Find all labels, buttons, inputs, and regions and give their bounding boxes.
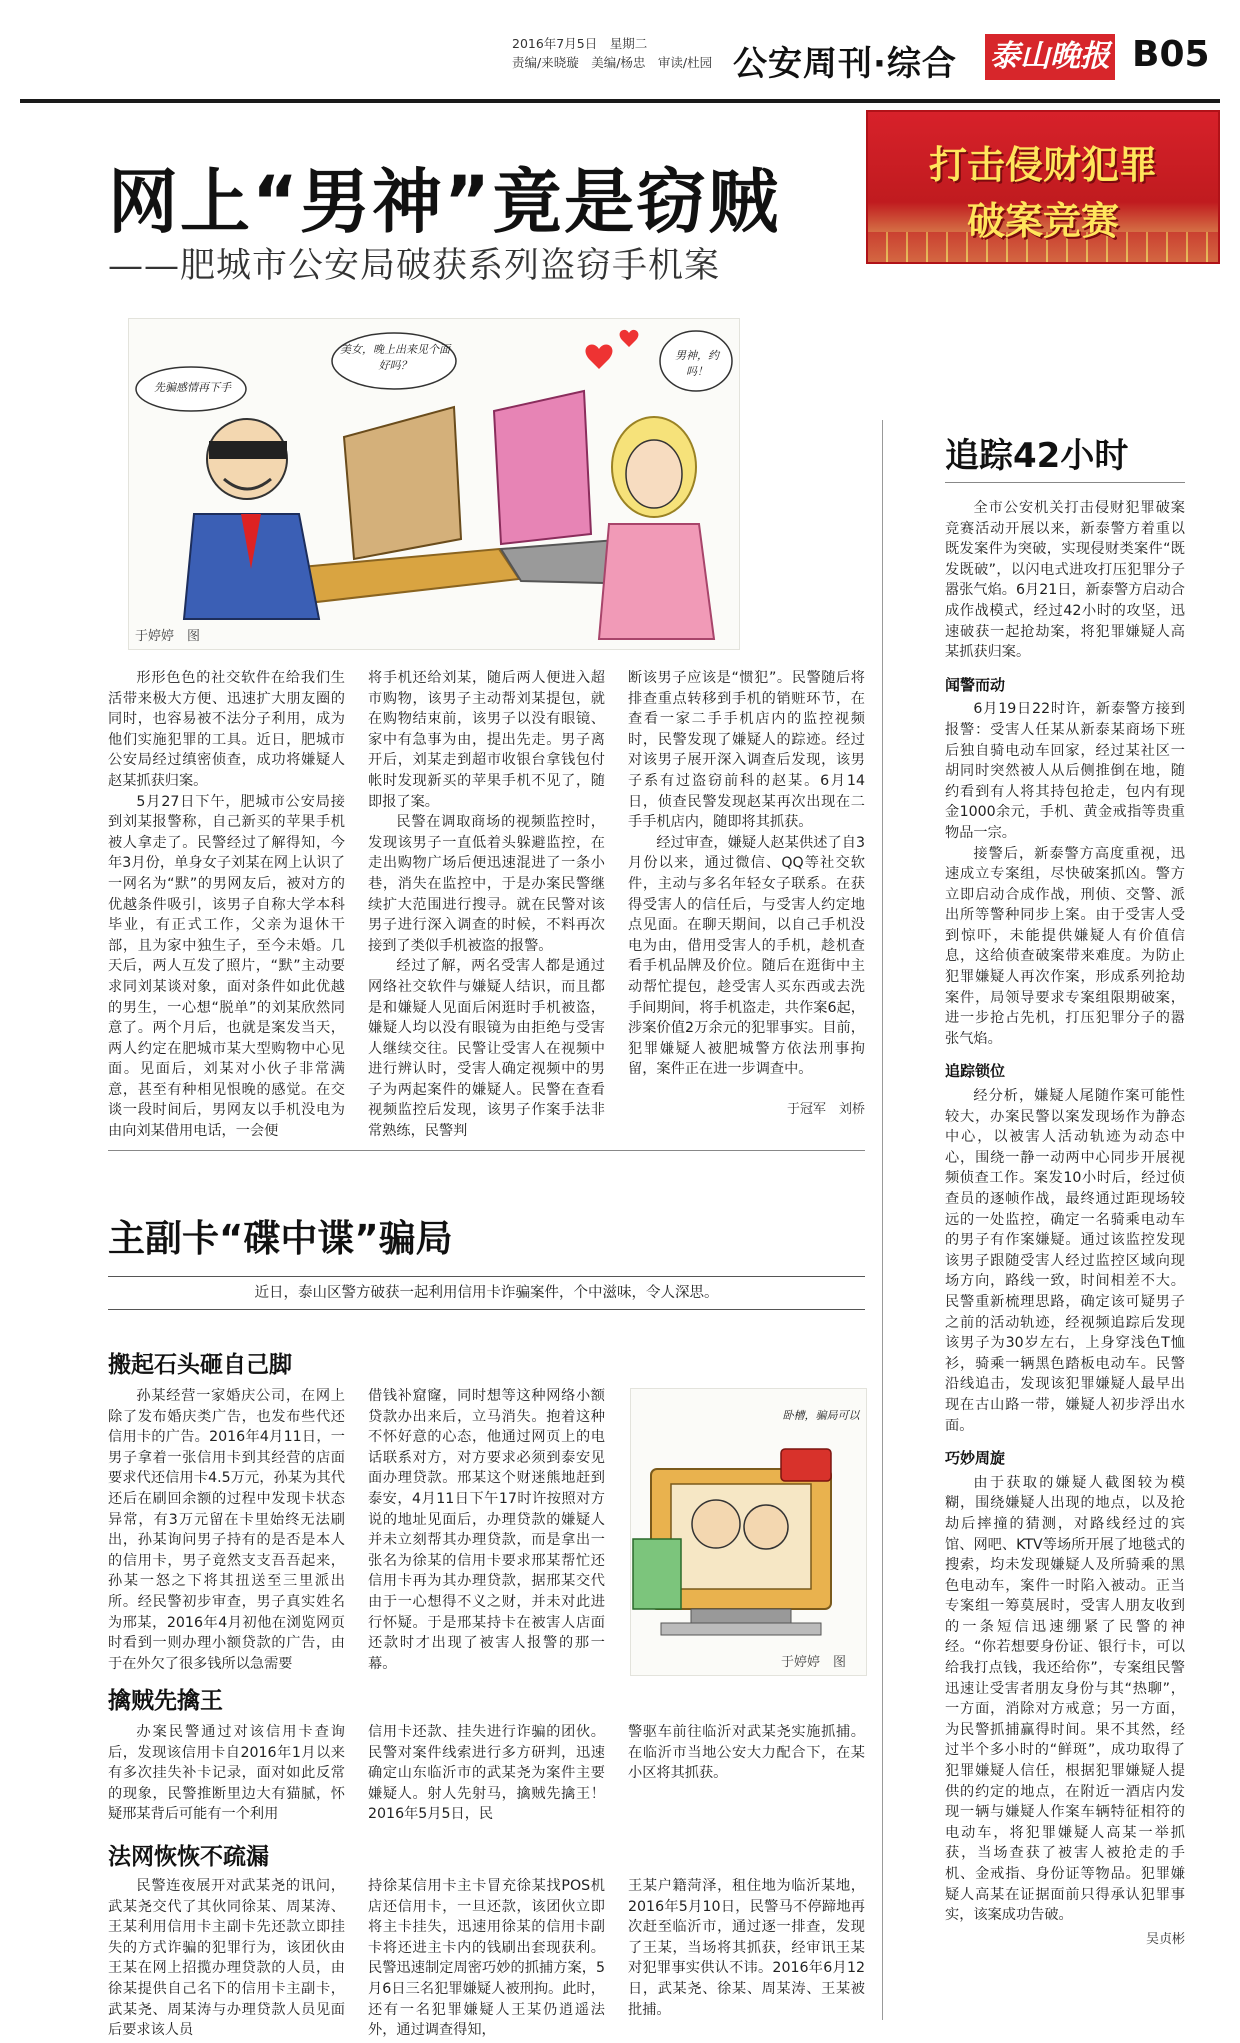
paragraph: 6月19日22时许，新泰警方接到报警：受害人任某从新泰某商场下班后独自骑电动车回家，经过某社区一胡同时突然被人从后侧推倒在地，随约看到有人将其持包抢走，包内有现金1000余元，手机、黄金戒指等贵重物品一宗。 [945, 701, 1185, 841]
issue-date: 2016年7月5日 星期二 [512, 36, 648, 51]
sidebar-subhead-2: 追踪锁位 [945, 1062, 1006, 1081]
bubble-girl: 男神，约吗！ [675, 349, 719, 378]
column-divider [882, 420, 883, 2020]
masthead-rule [20, 99, 1220, 103]
article-2-lead: 近日，泰山区警方破获一起利用信用卡诈骗案件，个中滋味，令人深思。 [108, 1276, 865, 1310]
bubble-screen: 美女，晚上出来见个面好吗？ [340, 343, 450, 372]
paragraph: 王某户籍菏泽，租住地为临沂某地，2016年5月10日，民警马不停蹄地再次赶至临沂市，通过逐一排查，发现了王某，当场将其抓获，经审讯王某对犯罪事实供认不讳。2016年6月12日，武某尧、徐某、周某涛、王某被批捕。 [628, 1878, 865, 2018]
article-2-sub1-col2 [368, 1386, 605, 1674]
paragraph: 将手机还给刘某，随后两人便进入超市购物，该男子主动帮刘某提包，就在购物结束前，该男子以没有眼镜、家中有急事为由，提出先走。男子离开后，刘某走到超市收银台拿钱包付帐时发现新买的苹果手机不见了，随即报了案。 [368, 670, 605, 810]
newspaper-logo: 泰山晚报 [985, 34, 1115, 80]
article-2-sub1-col1 [108, 1386, 345, 1674]
article-2-sub2-col2 [368, 1722, 605, 1825]
paragraph: 形形色色的社交软件在给我们生活带来极大方便、迅速扩大朋友圈的同时，也容易被不法分子利用，成为他们实施犯罪的工具。近日，肥城市公安局经过缜密侦查，成功将嫌疑人赵某抓获归案。 [108, 670, 345, 789]
article-1-column-2 [368, 668, 605, 1142]
paragraph: 民警在调取商场的视频监控时，发现该男子一直低着头躲避监控，在走出购物广场后便迅速混进了一条小巷，消失在监控中，于是办案民警继续扩大范围进行搜寻。就在民警对该男子进行深入调查的时候，不料再次接到了类似手机被盗的报警。 [368, 814, 605, 954]
article-2-sub2-col3 [628, 1722, 865, 1784]
sidebar-subhead-3: 巧妙周旋 [945, 1449, 1006, 1468]
sidebar-byline: 吴贞彬 [1145, 1931, 1185, 1947]
paragraph: 民警连夜展开对武某尧的讯问，武某尧交代了其伙同徐某、周某涛、王某利用信用卡主副卡先还款立即挂失的方式诈骗的犯罪行为，该团伙由王某在网上招揽办理贷款的人员，由徐某提供自己名下的信用卡主副卡，武某尧、周某涛与办理贷款人员见面后要求该人员 [108, 1878, 345, 2039]
article-2-sub3-col3 [628, 1876, 865, 2020]
paragraph: 借钱补窟窿，同时想等这种网络小额贷款办出来后，立马消失。抱着这种不怀好意的心态，他通过网页上的电话联系对方，对方要求必须到泰安见面办理贷款。邢某这个财迷熊地赶到泰安，4月11日下午17时许按照对方说的地址见面后，办理贷款的嫌疑人并未立刻帮其办理贷款，而是拿出一张名为徐某的信用卡要求邢某帮忙还信用卡再为其办理贷款，据邢某交代由于一心想得不义之财，并未对此进行怀疑。于是邢某持卡在被害人店面还款时才出现了被害人报警的那一幕。 [368, 1388, 605, 1672]
article-1-subheadline: ——肥城市公安局破获系列盗窃手机案 [108, 246, 721, 286]
masthead-meta [512, 34, 712, 72]
page-number: B05 [1132, 34, 1210, 75]
article-1-column-1 [108, 668, 345, 1142]
paragraph: 持徐某信用卡主卡冒充徐某找POS机店还信用卡，一旦还款，该团伙立即将主卡挂失，迅速用徐某的信用卡副卡将还进主卡内的钱刷出套现获利。民警迅速制定周密巧妙的抓捕方案，5月6日三名犯罪嫌疑人被刑拘。此时，还有一名犯罪嫌疑人王某仍逍遥法外，通过调查得知， [368, 1878, 605, 2039]
paragraph: 孙某经营一家婚庆公司，在网上除了发布婚庆类广告，也发布些代还信用卡的广告。2016年4月11日，一男子拿着一张信用卡到其经营的店面要求代还信用卡4.5万元，孙某为其代还后在刷回余额的过程中发现卡状态异常，有3万元留在卡里始终无法刷出，孙某询问男子持有的是否是本人的信用卡，男子竟然支支吾吾起来，孙某一怒之下将其扭送至三里派出所。经民警初步审查，男子真实姓名为邢某，2016年4月初他在浏览网页时看到一则办理小额贷款的广告，由于在外欠了很多钱所以急需要 [108, 1388, 345, 1672]
editor-credits: 责编/来晓璇 美编/杨忠 审读/杜园 [512, 55, 713, 70]
banner-line-2: 破案竞赛 [966, 199, 1119, 243]
sidebar-intro: 全市公安机关打击侵财犯罪破案竞赛活动开展以来，新泰警方着重以既发案件为突破，实现侵财类案件“既发既破”，以闪电式进攻打压犯罪分子嚣张气焰。6月21日，新泰警方启动合成作战模式，经过42小时的攻坚，迅速破获一起抢劫案，将犯罪嫌疑人高某抓获归案。 [945, 500, 1185, 661]
sidebar-title-rule [945, 482, 1185, 483]
article-1-illustration [128, 318, 740, 650]
article-2-subhead-3: 法网恢恢不疏漏 [108, 1844, 269, 1870]
illustration-bubble: 卧槽，骗局可以 [782, 1409, 860, 1422]
paragraph: 信用卡还款、挂失进行诈骗的团伙。民警对案件线索进行多方研判，迅速确定山东临沂市的武某尧为案件主要嫌疑人。射人先射马，擒贼先擒王！2016年5月5日，民 [368, 1724, 605, 1823]
article-2-sub2-col1 [108, 1722, 345, 1825]
paragraph: 警驱车前往临沂对武某尧实施抓捕。在临沂市当地公安大力配合下，在某小区将其抓获。 [628, 1724, 865, 1782]
paragraph: 5月27日下午，肥城市公安局接到刘某报警称，自己新买的苹果手机被人拿走了。民警经过了解得知，今年3月份，单身女子刘某在网上认识了一网名为“默”的男网友后，被对方的优越条件吸引，该男子自称大学本科毕业，有正式工作，父亲为退休干部，且为家中独生子，至今未婚。几天后，两人互发了照片，“默”主动要求同刘某谈对象，面对条件如此优越的男生，一心想“脱单”的刘某欣然同意了。两个月后，也就是案发当天，两人约定在肥城市某大型购物中心见面。见面后，刘某对小伙子非常满意，甚至有种相见恨晚的感觉。在交谈一段时间后，男网友以手机没电为由向刘某借用电话，一会便 [108, 793, 345, 1140]
sidebar-title: 追踪42小时 [945, 436, 1129, 476]
campaign-banner [866, 110, 1220, 264]
paragraph: 经过了解，两名受害人都是通过网络社交软件与嫌疑人结识，而且都是和嫌疑人见面后闲逛时手机被盗，嫌疑人均以没有眼镜为由拒绝与受害人继续交往。民警让受害人在视频中进行辨认时，受害人确定视频中的男子为两起案件的嫌疑人。民警在查看视频监控后发现，该男子作案手法非常熟练，民警判 [368, 958, 605, 1140]
article-1-column-3 [628, 668, 865, 1080]
illustration-credit: 于婷婷 图 [781, 1655, 847, 1670]
paragraph: 由于获取的嫌疑人截图较为模糊，围绕嫌疑人出现的地点，以及抢劫后摔撞的猜测，对路线经过的宾馆、网吧、KTV等场所开展了地毯式的搜索，均未发现嫌疑人及所骑乘的黑色电动车，案件一时陷入被动。正当专案组一筹莫展时，受害人朋友收到的一条短信迅速绷紧了民警的神经。“你若想要身份证、银行卡，可以给我打点钱，我还给你”，专案组民警迅速让受害者朋友身份与其“热聊”，一方面，消除对方戒意；另一方面，为民警抓捕赢得时间。果不其然，经过半个多小时的“鲜斑”，成功取得了犯罪嫌疑人信任，根据犯罪嫌疑人提供的约定的地点，在附近一酒店内发现一辆与嫌疑人作案车辆特征相符的电动车，将犯罪嫌疑人高某一举抓获，当场查获了被害人被抢走的手机、金戒指、身份证等物品。犯罪嫌疑人高某在证据面前只得承认犯罪事实，该案成功告破。 [945, 1474, 1185, 1924]
section-name: 公安周刊·综合 [733, 44, 957, 84]
article-2-sub3-col2 [368, 1876, 605, 2041]
article-2-headline: 主副卡“碟中谍”骗局 [108, 1217, 453, 1260]
paragraph: 断该男子应该是“惯犯”。民警随后将排查重点转移到手机的销赃环节，在查看一家二手手机店内的监控视频时，民警发现了嫌疑人的踪迹。经过对该男子展开深入调查后发现，该男子系有过盗窃前科的赵某。6月14日，侦查民警发现赵某再次出现在二手手机店内，随即将其抓获。 [628, 670, 865, 831]
article-2-sub3-col1 [108, 1876, 345, 2041]
article-2-top-rule [108, 1150, 865, 1151]
paragraph: 经分析，嫌疑人尾随作案可能性较大，办案民警以案发现场作为静态中心，以被害人活动轨迹为动态中心，围绕一静一动两中心同步开展视频侦查工作。案发10小时后，经过侦查员的逐帧作战，最终通过距现场较远的一处监控，确定一名骑乘电动车的男子有作案嫌疑。通过该监控发现该男子跟随受害人经过监控区域向现场方向，路线一致，时间相差不大。民警重新梳理思路，确定该可疑男子之前的活动轨迹，经视频追踪后发现该男子为30岁左右，上身穿浅色T恤衫，骑乘一辆黑色踏板电动车。民警沿线追击，发现该犯罪嫌疑人最早出现在古山路一带，嫌疑人初步浮出水面。 [945, 1088, 1185, 1434]
sidebar-body [945, 498, 1185, 1950]
paragraph: 办案民警通过对该信用卡查询后，发现该信用卡自2016年1月以来有多次挂失补卡记录，面对如此反常的现象，民警推断里边大有猫腻，怀疑邢某背后可能有一个利用 [108, 1724, 345, 1823]
paragraph: 接警后，新泰警方高度重视，迅速成立专案组，尽快破案抓凶。警方立即启动合成作战，刑侦、交警、派出所等警种同步上案。由于受害人受到惊吓，未能提供嫌疑人有价值信息，这给侦查破案带来难度。为防止犯罪嫌疑人再次作案，形成系列抢劫案件，局领导要求专案组限期破案，进一步抢占先机，打压犯罪分子的嚣张气焰。 [945, 845, 1185, 1047]
article-2-subhead-2: 擒贼先擒王 [108, 1688, 223, 1714]
card-scam-drawing [631, 1389, 866, 1675]
banner-line-1: 打击侵财犯罪 [928, 143, 1157, 187]
masthead [0, 0, 1240, 92]
bubble-thief: 先骗感情再下手 [154, 381, 231, 394]
article-1-headline: 网上“男神”竟是窃贼 [108, 161, 781, 243]
article-2-illustration [630, 1388, 867, 1676]
illustration-credit: 于婷婷 图 [135, 629, 201, 644]
article-1-byline: 于冠军 刘桥 [786, 1102, 865, 1117]
paragraph: 经过审查，嫌疑人赵某供述了自3月份以来，通过微信、QQ等社交软件，主动与多名年轻女子联系。在获得受害人的信任后，与受害人约定地点见面。在聊天期间，以自己手机没电为由，借用受害人的手机，趁机查看手机品牌及价位。随后在逛街中主动帮忙提包，趁受害人买东西或去洗手间期间，将手机盗走，共作案6起，涉案价值2万余元的犯罪事实。目前，犯罪嫌疑人被肥城警方依法刑事拘留，案件正在进一步调查中。 [628, 834, 865, 1078]
article-2-subhead-1: 搬起石头砸自己脚 [108, 1352, 292, 1378]
sidebar-subhead-1: 闻警而动 [945, 675, 1006, 694]
